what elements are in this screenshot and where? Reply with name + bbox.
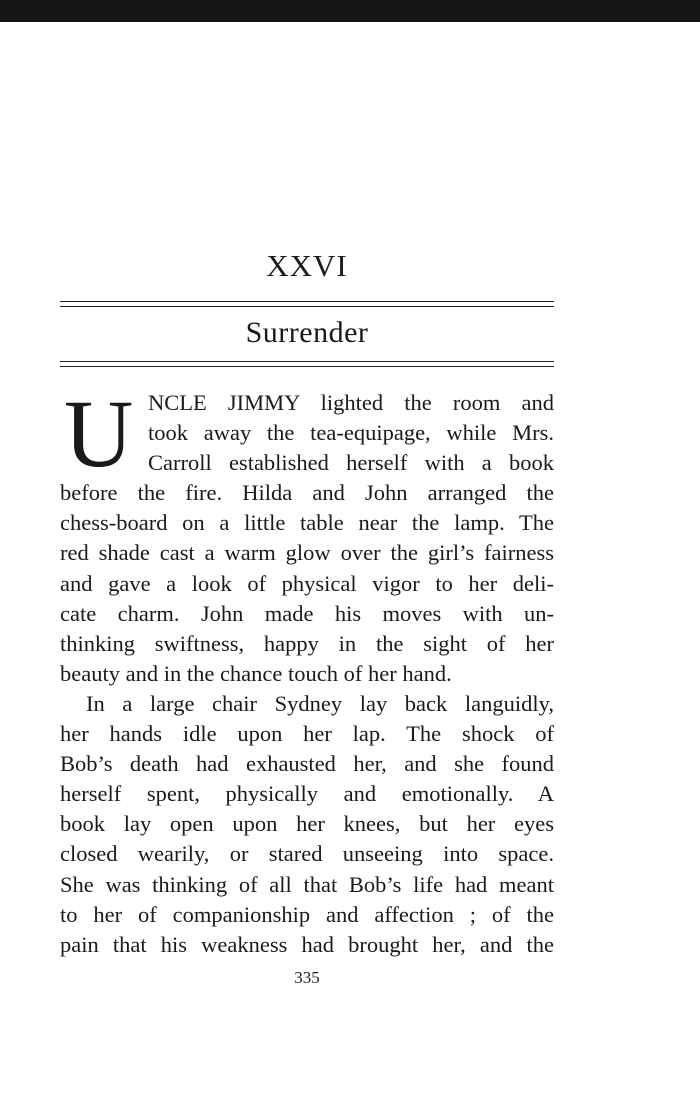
text-line: thinking swiftness, happy in the sight of her (60, 630, 554, 656)
text-line: red shade cast a warm glow over the girl’s fairness (60, 540, 554, 566)
text-line: cate charm. John made his moves with un- (60, 600, 554, 626)
text-line: herself spent, physically and emotionally. A (60, 781, 554, 807)
text-line: beauty and in the chance touch of her hand. (60, 660, 452, 686)
text-line: before the fire. Hilda and John arranged the (60, 480, 554, 506)
text-line: pain that his weakness had brought her, and the (60, 931, 554, 957)
title-rule-top-1 (60, 301, 554, 302)
text-line: She was thinking of all that Bob’s life had meant (60, 871, 554, 897)
text-line: NCLE JIMMY lighted the room and (148, 390, 554, 415)
body-text (60, 380, 554, 960)
title-rule-bottom-1 (60, 361, 554, 362)
text-line: to her of companionship and affection ; of the (60, 901, 554, 927)
text-line: closed wearily, or stared unseeing into space. (60, 841, 554, 867)
text-line: chess-board on a little table near the lamp. The (60, 510, 554, 536)
title-rule-top-2 (60, 306, 554, 307)
text-line: her hands idle upon her lap. The shock of (60, 721, 554, 747)
chapter-number: XXVI (266, 248, 348, 283)
page-number: 335 (294, 968, 320, 987)
scan-edge-bar (0, 0, 700, 22)
drop-cap: U (64, 380, 134, 487)
text-line: In a large chair Sydney lay back languidly, (86, 690, 554, 716)
chapter-title: Surrender (245, 316, 369, 349)
text-line: took away the tea-equipage, while Mrs. (148, 420, 554, 446)
text-line: and gave a look of physical vigor to her deli- (60, 570, 554, 596)
text-line: Carroll established herself with a book (148, 450, 554, 476)
title-rule-bottom-2 (60, 366, 554, 367)
text-line: book lay open upon her knees, but her eyes (60, 811, 554, 837)
text-line: Bob’s death had exhausted her, and she found (60, 751, 554, 777)
